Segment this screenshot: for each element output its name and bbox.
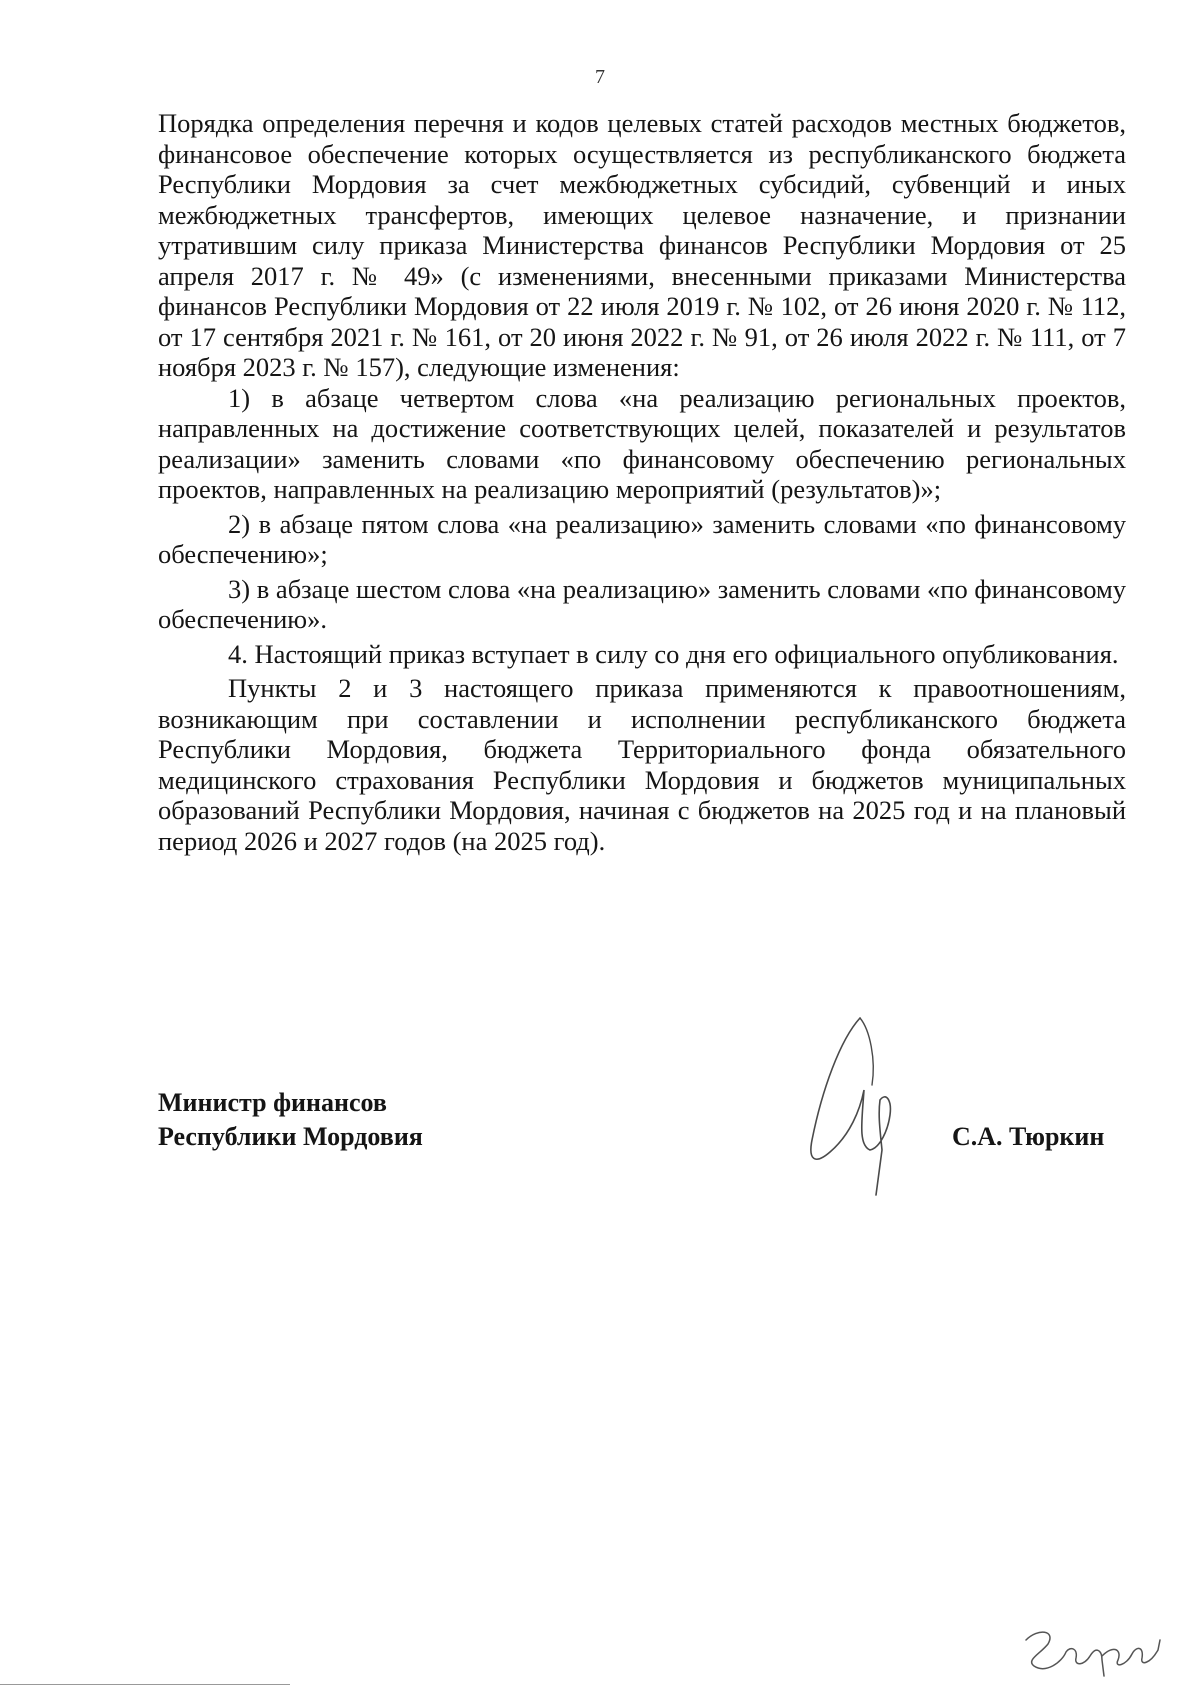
page-number: 7 <box>595 66 605 88</box>
signatory-position-line1: Министр финансов <box>158 1088 387 1117</box>
document-body <box>158 108 1126 856</box>
paragraph-item-2: 2) в абзаце пятом слова «на реализацию» заменить словами «по финансовому обеспечению»; <box>158 508 1126 569</box>
signatory-name: С.А. Тюркин <box>952 1122 1105 1151</box>
paragraph-item-3: 3) в абзаце шестом слова «на реализацию» заменить словами «по финансовому обеспечению». <box>158 573 1126 634</box>
paragraph-item-1: 1) в абзаце четвертом слова «на реализацию региональных проектов, направленных на достижение соответствующих целей, показателей и результатов реализации» заменить словами «по финансовому обеспечению региональных проектов, направленных на реализацию мероприятий (результатов)»; <box>158 382 1126 504</box>
signatory-position <box>158 1086 423 1154</box>
signatory-position-line2: Республики Мордовия <box>158 1122 423 1151</box>
paragraph-amendment-intro: Порядка определения перечня и кодов целевых статей расходов местных бюджетов, финансовое обеспечение которых осуществляется из республиканского бюджета Республики Мордовия за счет межбюджетных субсидий, субвенций и иных межбюджетных трансфертов, имеющих целевое назначение, и признании утратившим силу приказа Министерства финансов Республики Мордовия от 25 апреля 2017 г. № 49» (с изменениями, внесенными приказами Министерства финансов Республики Мордовия от 22 июля 2019 г. № 102, от 26 июня 2020 г. № 112, от 17 сентября 2021 г. № 161, от 20 июня 2022 г. № 91, от 26 июля 2022 г. № 111, от 7 ноября 2023 г. № 157), следующие изменения: <box>158 108 1126 382</box>
page-bottom-rule <box>0 1684 290 1685</box>
paragraph-applicability: Пункты 2 и 3 настоящего приказа применяются к правоотношениям, возникающим при составлении и исполнении республиканского бюджета Республики Мордовия, бюджета Территориального фонда обязательного медицинского страхования Республики Мордовия и бюджетов муниципальных образований Республики Мордовия, начиная с бюджетов на 2025 год и на плановый период 2026 и 2027 годов (на 2025 год). <box>158 673 1126 856</box>
handwritten-initials <box>1018 1610 1168 1680</box>
paragraph-effective-date: 4. Настоящий приказ вступает в силу со дня его официального опубликования. <box>228 638 1119 669</box>
handwritten-signature <box>800 1000 930 1200</box>
